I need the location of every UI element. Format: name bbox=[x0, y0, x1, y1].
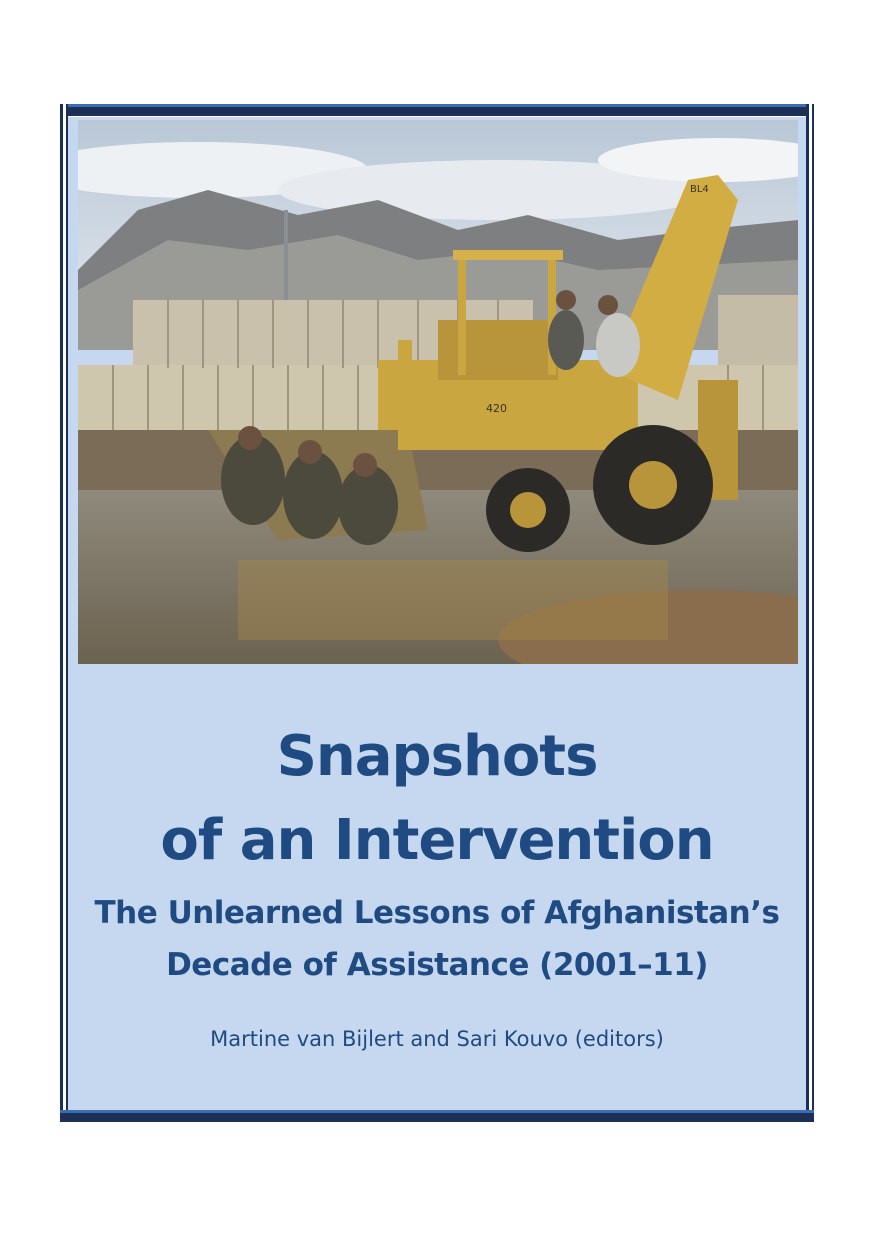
subtitle bbox=[68, 887, 806, 991]
hesco-wall-right bbox=[718, 295, 798, 365]
frame-left-border bbox=[60, 104, 68, 1122]
frame-bottom-border bbox=[60, 1110, 814, 1122]
reflection bbox=[238, 560, 668, 640]
editors-credit: Martine van Bijlert and Sari Kouvo (editors) bbox=[210, 1027, 664, 1051]
title-line-1: Snapshots bbox=[276, 724, 598, 789]
title-block bbox=[68, 715, 806, 1051]
antenna-pole bbox=[284, 210, 288, 305]
subtitle-line-2: Decade of Assistance (2001–11) bbox=[166, 947, 708, 983]
subtitle-line-1: The Unlearned Lessons of Afghanistan’s bbox=[94, 895, 780, 931]
cover-photo bbox=[78, 120, 798, 664]
frame-right-border bbox=[806, 104, 814, 1122]
title-line-2: of an Intervention bbox=[160, 808, 714, 873]
frame-top-border bbox=[60, 104, 814, 116]
vehicle-marking-bl4: BL4 bbox=[690, 184, 709, 195]
backhoe-scene-image bbox=[78, 120, 798, 664]
vehicle-marking-420: 420 bbox=[486, 402, 507, 415]
